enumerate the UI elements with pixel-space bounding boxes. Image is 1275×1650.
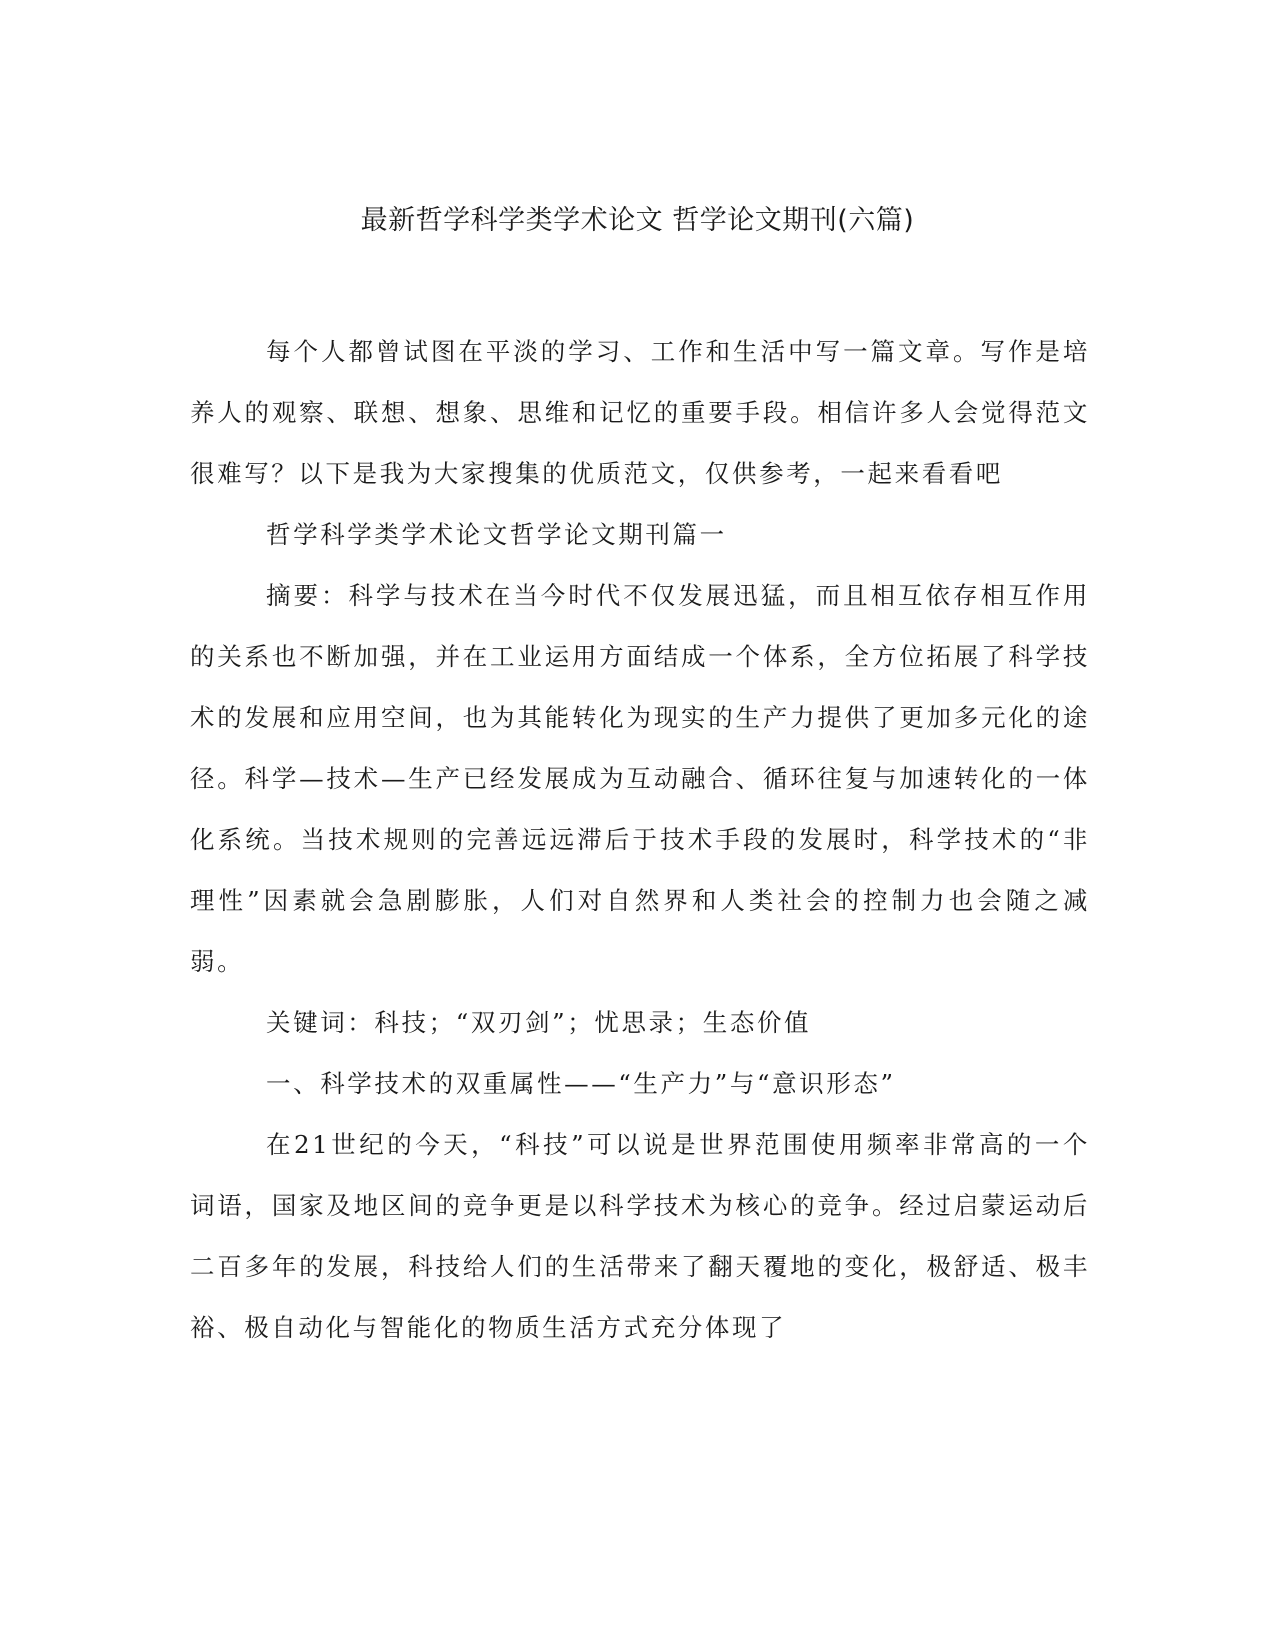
- body-paragraph: 在21世纪的今天，“科技”可以说是世界范围使用频率非常高的一个词语，国家及地区间的竞争更是以科学技术为核心的竞争。经过启蒙运动后二百多年的发展，科技给人们的生活带来了翻天覆地的变化，极舒适、极丰裕、极自动化与智能化的物质生活方式充分体现了: [190, 1130, 1090, 1342]
- subsection-heading: 一、科学技术的双重属性——“生产力”与“意识形态”: [266, 1069, 896, 1098]
- intro-paragraph: 每个人都曾试图在平淡的学习、工作和生活中写一篇文章。写作是培养人的观察、联想、想象、思维和记忆的重要手段。相信许多人会觉得范文很难写？以下是我为大家搜集的优质范文，仅供参考，一起来看看吧: [190, 337, 1090, 488]
- section-heading: 哲学科学类学术论文哲学论文期刊篇一: [266, 520, 727, 549]
- document-title: 最新哲学科学类学术论文 哲学论文期刊(六篇): [360, 205, 915, 236]
- keywords-paragraph: 关键词：科技；“双刃剑”；忧思录；生态价值: [266, 1008, 812, 1037]
- abstract-paragraph: 摘要：科学与技术在当今时代不仅发展迅猛，而且相互依存相互作用的关系也不断加强，并在工业运用方面结成一个体系，全方位拓展了科学技术的发展和应用空间，也为其能转化为现实的生产力提供了更加多元化的途径。科学—技术—生产已经发展成为互动融合、循环往复与加速转化的一体化系统。当技术规则的完善远远滞后于技术手段的发展时，科学技术的“非理性”因素就会急剧膨胀，人们对自然界和人类社会的控制力也会随之减弱。: [190, 581, 1090, 976]
- document-body: [190, 321, 1090, 1358]
